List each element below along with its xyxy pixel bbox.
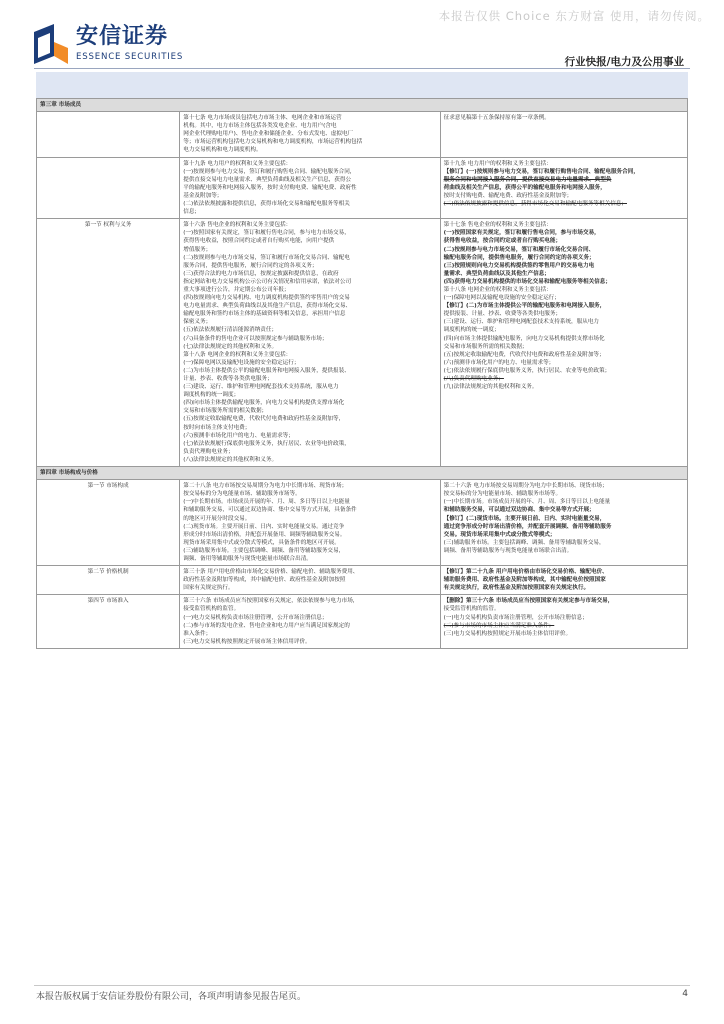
text-line: (八)法律法规规定的其他权利和义务。 xyxy=(183,456,278,463)
text-line: 获得售电收益，按合同约定或者自行购买电能； xyxy=(443,238,562,245)
row-label: 第二节 价格机制 xyxy=(37,566,180,595)
text-line: (二)按规则参与电力市场交易，签订和履行市场化交易合同、 xyxy=(443,246,595,253)
text-line: 第二十八条 电力市场按交易周期分为电力中长期市场、现货市场； xyxy=(183,483,348,490)
row-label: 第一节 权利与义务 xyxy=(37,219,180,467)
text-line: 接受监管机构的监管。 xyxy=(183,606,240,613)
text-line: 交易和市场服务所需的相关数据； xyxy=(443,343,528,350)
footer-divider xyxy=(34,985,690,986)
text-line: 保密义务； xyxy=(183,319,212,326)
text-line: (九)法律法规规定的其他权利和义务。 xyxy=(443,384,538,391)
section-header-row xyxy=(37,99,688,112)
text-line: 输配电服务和签约市场主体的基础资料等相关信息，承担用户信息 xyxy=(183,311,346,318)
text-line: (二)依法依规披露和提供信息，获得市场化交易和输配电服务等相关信息； xyxy=(443,201,627,208)
text-line: 调频、备用等辅助服务与现货电能量市场联合出清。 xyxy=(183,555,312,562)
text-line: 重大事项进行公告，并定期公布公司年报； xyxy=(183,286,290,293)
original-text-cell xyxy=(180,595,440,649)
text-line: 【修订】(二)为市场主体提供公平的输配电服务和电网接入服务， xyxy=(443,303,606,310)
text-line: (一)按照国家有关规定，签订和履行售电合同，参与电力市场交易， xyxy=(183,230,350,237)
text-line: 第三十条 用户用电价格由市场化交易价格、输配电价、辅助服务费用、 xyxy=(183,569,359,576)
text-line: 荷曲线及相关生产信息，获得公平的输配电服务和电网接入服务， xyxy=(443,184,606,191)
text-line: 第十八条 电网企业的权利和义务主要包括： xyxy=(443,286,552,293)
original-text-cell xyxy=(180,219,440,467)
footer-disclaimer: 本报告版权属于安信证券股份有限公司，各项声明请参见报告尾页。 xyxy=(36,992,307,1002)
text-line: 电力交易机构和电力调度机构。 xyxy=(183,147,262,154)
original-text-cell xyxy=(180,566,440,595)
text-line: (二)现货市场。主要开展日前、日内、实时电能量交易。通过竞争 xyxy=(183,523,345,530)
text-line: 调度机构的统一调度； xyxy=(443,327,500,334)
text-line: 接受监管机构的监管。 xyxy=(443,606,500,613)
text-line: (一)中长期市场。市场成员开展的年、月、周、多日等日以上电能量 xyxy=(443,499,611,506)
text-line: 输配电服务合同，提供售电服务，履行合同约定的各项义务； xyxy=(443,254,595,261)
table-row xyxy=(37,595,688,649)
text-line: (七)依法依规履行保底供电服务义务，执行居民、农业等电价政策； xyxy=(443,367,611,374)
text-line: (一)中长期市场。市场成员开展的年、月、周、多日等日以上电能量 xyxy=(183,499,350,506)
text-line: 负责代理购电业务； xyxy=(183,448,234,455)
text-line: (三)电力交易机构按照规定开展市场主体信用评价。 xyxy=(183,638,311,645)
text-line: (三)按照规则向电力交易机构提供签约零售用户的交易电力电 xyxy=(443,262,595,269)
original-text-cell xyxy=(180,157,440,219)
text-line: 服务合同和电网接入服务合同，提供直接交易电力电量需求、典型负 xyxy=(443,176,612,183)
text-line: (二)为市场主体提供公平的输配电服务和电网接入服务，提供报装、 xyxy=(183,367,350,374)
text-line: 【修订】(一)按规则参与电力交易，签订和履行购售电合同、输配电服务合同， xyxy=(443,168,639,175)
text-line: (二)依法依规披露和提供信息，获得市场化交易和输配电服务等相关 xyxy=(183,201,350,208)
text-line: (一)电力交易机构负责市场注册管理，公开市场注册信息； xyxy=(183,614,328,621)
logo-mark-icon xyxy=(34,24,68,64)
text-line: 和辅助服务交易，可以通过双边协商、集中交易等方式开展，具备条件 xyxy=(183,507,357,514)
text-line: (四)向市场主体提供输配电服务，向电力交易机构提供支撑市场化 xyxy=(183,400,345,407)
text-line: 第十七条 售电企业的权利和义务主要包括： xyxy=(443,222,552,229)
row-label: 第四节 市场准入 xyxy=(37,595,180,649)
text-line: 【修订】第二十九条 用户用电价格由市场化交易价格、输配电价、 xyxy=(443,569,608,576)
text-line: (三)建设、运行、维护和管理电网配套技术支持系统，服从电力 xyxy=(443,319,600,326)
comparison-table xyxy=(36,98,688,649)
text-line: 政府性基金及附加等构成，其中输配电价、政府性基金及附加按照 xyxy=(183,577,346,584)
revised-text-cell xyxy=(440,219,687,467)
row-label xyxy=(37,157,180,219)
section-header-row xyxy=(37,467,688,480)
logo-name-en: ESSENCE SECURITIES xyxy=(76,52,184,62)
revised-text-cell xyxy=(440,566,687,595)
table-row xyxy=(37,157,688,219)
text-line: (四)获得电力交易机构提供的市场化交易和输配电服务等相关信息； xyxy=(443,278,611,285)
text-line: 量需求、典型负荷曲线以及其他生产信息； xyxy=(443,270,550,277)
table-row xyxy=(37,219,688,467)
text-line: 平的输配电服务和电网接入服务，按时支付购电费、输配电费、政府性 xyxy=(183,184,357,191)
text-line: (四)按规则向电力交易机构、电力调度机构提供签约零售用户的交易 xyxy=(183,295,350,302)
text-line: (一)保障电网以及输配电设施的安全稳定运行； xyxy=(443,295,560,302)
header-band xyxy=(36,72,688,98)
text-line: (三)电力交易机构按照规定开展市场主体信用评价。 xyxy=(443,630,572,637)
text-line: (六)预测非市场化用户的电力、电量需求等； xyxy=(443,359,555,366)
text-line: (七)依法依规履行保底供电服务义务，执行居民、农业等电价政策， xyxy=(183,440,350,447)
text-line: 准入条件； xyxy=(183,630,212,637)
text-line: 现货市场采用集中式或分散式等模式，具备条件的地区可开展。 xyxy=(183,539,340,546)
text-line: 按时向市场主体支付电费； xyxy=(183,424,251,431)
text-line: 征求意见稿第十五条保持原有第一章条例。 xyxy=(443,115,550,122)
text-line: (七)法律法规规定的其他权利和义务。 xyxy=(183,343,278,350)
text-line: 第十九条 电力用户的权利和义务主要包括： xyxy=(443,160,552,167)
text-line: 第十七条 电力市场成员包括电力市场主体、电网企业和市场运营 xyxy=(183,115,342,122)
text-line: (二)按规则参与电力市场交易，签订和履行市场化交易合同、输配电 xyxy=(183,254,350,261)
text-line: 第十八条 电网企业的权利和义务主要包括： xyxy=(183,351,292,358)
text-line: 提供直接交易电力电量需求、典型负荷曲线及相关生产信息，获得公 xyxy=(183,176,352,183)
text-line: 第十九条 电力用户的权利和义务主要包括： xyxy=(183,160,292,167)
text-line: 第二十六条 电力市场按交易周期分为电力中长期市场、现货市场； xyxy=(443,483,608,490)
text-line: (五)按规定收取输配电费，代收代付电费和政府性基金及附加等， xyxy=(183,416,345,423)
text-line: 交易。现货市场采用集中式或分散式等模式； xyxy=(443,531,556,538)
text-line: (三)辅助服务市场。主要包括调峰、调频、备用等辅助服务交易， xyxy=(183,547,345,554)
text-line: (一)按照国家有关规定，签订和履行售电合同，参与市场交易， xyxy=(443,230,600,237)
sector-title: 行业快报/电力及公用事业 xyxy=(564,56,684,68)
text-line: 电力电量需求、典型负荷曲线以及其他生产信息，获得市场化交易、 xyxy=(183,303,352,310)
page-number: 4 xyxy=(682,989,688,999)
table-row xyxy=(37,480,688,566)
table-row xyxy=(37,112,688,157)
text-line: (六)具备条件的售电企业可以按照规定参与辅助服务市场； xyxy=(183,335,328,342)
text-line: (一)按规则参与电力交易，签订和履行购售电合同、输配电服务合同， xyxy=(183,168,356,175)
logo-name-cn: 安信证券 xyxy=(76,24,169,49)
text-line: 有关规定执行，政府性基金及附加按照国家有关规定执行。 xyxy=(443,585,590,592)
text-line: 交易和市场服务所需的相关数据； xyxy=(183,408,268,415)
text-line: 第十六条 售电企业的权利和义务主要包括： xyxy=(183,222,292,229)
text-line: (五)按规定收取输配电费，代收代付电费和政府性基金及附加等； xyxy=(443,351,605,358)
text-line: (三)建设、运行、维护和管理电网配套技术支持系统，服从电力 xyxy=(183,384,339,391)
header-divider xyxy=(34,68,690,69)
text-line: 通过竞争形成分时市场出清价格，并配套开展调频、备用等辅助服务 xyxy=(443,523,612,530)
text-line: 等；市场运营机构包括电力交易机构和电力调度机构，市场运营机构包括 xyxy=(183,139,363,146)
text-line: 获得售电收益，按照合同约定或者自行购买电能，向用户提供 xyxy=(183,238,335,245)
company-logo xyxy=(34,24,183,64)
page-footer xyxy=(36,989,688,1002)
text-line: 增值服务； xyxy=(183,246,212,253)
text-line: 【删除】第三十六条 市场成员应当按照国家有关规定参与市场交易， xyxy=(443,598,614,605)
text-line: 国家有关规定执行。 xyxy=(183,585,234,592)
text-line: 指定网站和电力交易机构公示公司有关情况和信用承诺，依法对公司 xyxy=(183,278,352,285)
revised-text-cell xyxy=(440,480,687,566)
text-line: 按交易标的分为电能量市场、辅助服务市场等。 xyxy=(183,491,301,498)
text-line: (一)保障电网以及输配电设施的安全稳定运行； xyxy=(183,359,300,366)
revised-text-cell xyxy=(440,157,687,219)
section-title: 第三章 市场成员 xyxy=(37,99,688,112)
row-label: 第一节 市场构成 xyxy=(37,480,180,566)
text-line: 按时支付购电费、输配电费、政府性基金及附加等； xyxy=(443,192,573,199)
text-line: (四)向市场主体提供输配电服务，向电力交易机构提供支撑市场化 xyxy=(443,335,605,342)
text-line: (三)辅助服务市场。主要包括调峰、调频、备用等辅助服务交易， xyxy=(443,539,605,546)
text-line: (六)预测非市场化用户的电力、电量需求等； xyxy=(183,432,294,439)
text-line: (五)依法依规履行清洁能源消纳责任； xyxy=(183,327,278,334)
text-line: 网企业代理购电用户)、售电企业和储能企业、分布式发电、虚拟电厂 xyxy=(183,131,354,138)
text-line: (三)获得合法的电力市场信息，按规定披露和提供信息，在政府 xyxy=(183,270,339,277)
text-line: 机构。其中，电力市场主体包括各类发电企业、电力用户(含电 xyxy=(183,123,337,130)
text-line: 服务合同，提供售电服务，履行合同约定的各项义务； xyxy=(183,262,318,269)
revised-text-cell xyxy=(440,595,687,649)
text-line: 的地区可开展分时段交易。 xyxy=(183,515,251,522)
text-line: 提供报装、计量、抄表、收费等各类供电服务； xyxy=(443,311,562,318)
text-line: (二)参与市场的发电企业、售电企业和电力用户应当满足国家规定的 xyxy=(183,622,350,629)
text-line: 计量、抄表、收费等各类供电服务； xyxy=(183,376,273,382)
text-line: (八)负责代理购电业务； xyxy=(443,376,504,382)
text-line: 辅助服务费用、政府性基金及附加等构成，其中输配电价按照国家 xyxy=(443,577,606,584)
text-line: 基金及附加等； xyxy=(183,192,223,199)
text-line: 形成分时市场出清价格，并配套开展备用、调频等辅助服务交易。 xyxy=(183,531,346,538)
text-line: 调度机构的统一调度； xyxy=(183,392,240,399)
text-line: (二)参与市场的市场主体应当满足准入条件； xyxy=(443,622,555,629)
original-text-cell xyxy=(180,112,440,157)
text-line: 调频、备用等辅助服务与现货电能量市场联合出清。 xyxy=(443,547,573,554)
text-line: 信息； xyxy=(183,209,201,216)
row-label xyxy=(37,112,180,157)
text-line: 按交易标的分为电能量市场、辅助服务市场等。 xyxy=(443,491,562,498)
original-text-cell xyxy=(180,480,440,566)
text-line: 第三十六条 市场成员应当按照国家有关规定，依法依规参与电力市场， xyxy=(183,598,359,605)
text-line: (一)电力交易机构负责市场注册管理，公开市场注册信息； xyxy=(443,614,588,621)
text-line: 和辅助服务交易，可以通过双边协商、集中交易等方式开展； xyxy=(443,507,595,514)
text-line: 【修订】(二)现货市场。主要开展日前、日内、实时电能量交易， xyxy=(443,515,606,522)
revised-text-cell xyxy=(440,112,687,157)
section-title: 第四章 市场构成与价格 xyxy=(37,467,688,480)
table-row xyxy=(37,566,688,595)
watermark-text: 本报告仅供 Choice 东方财富 使用，请勿传阅。 xyxy=(438,9,710,23)
